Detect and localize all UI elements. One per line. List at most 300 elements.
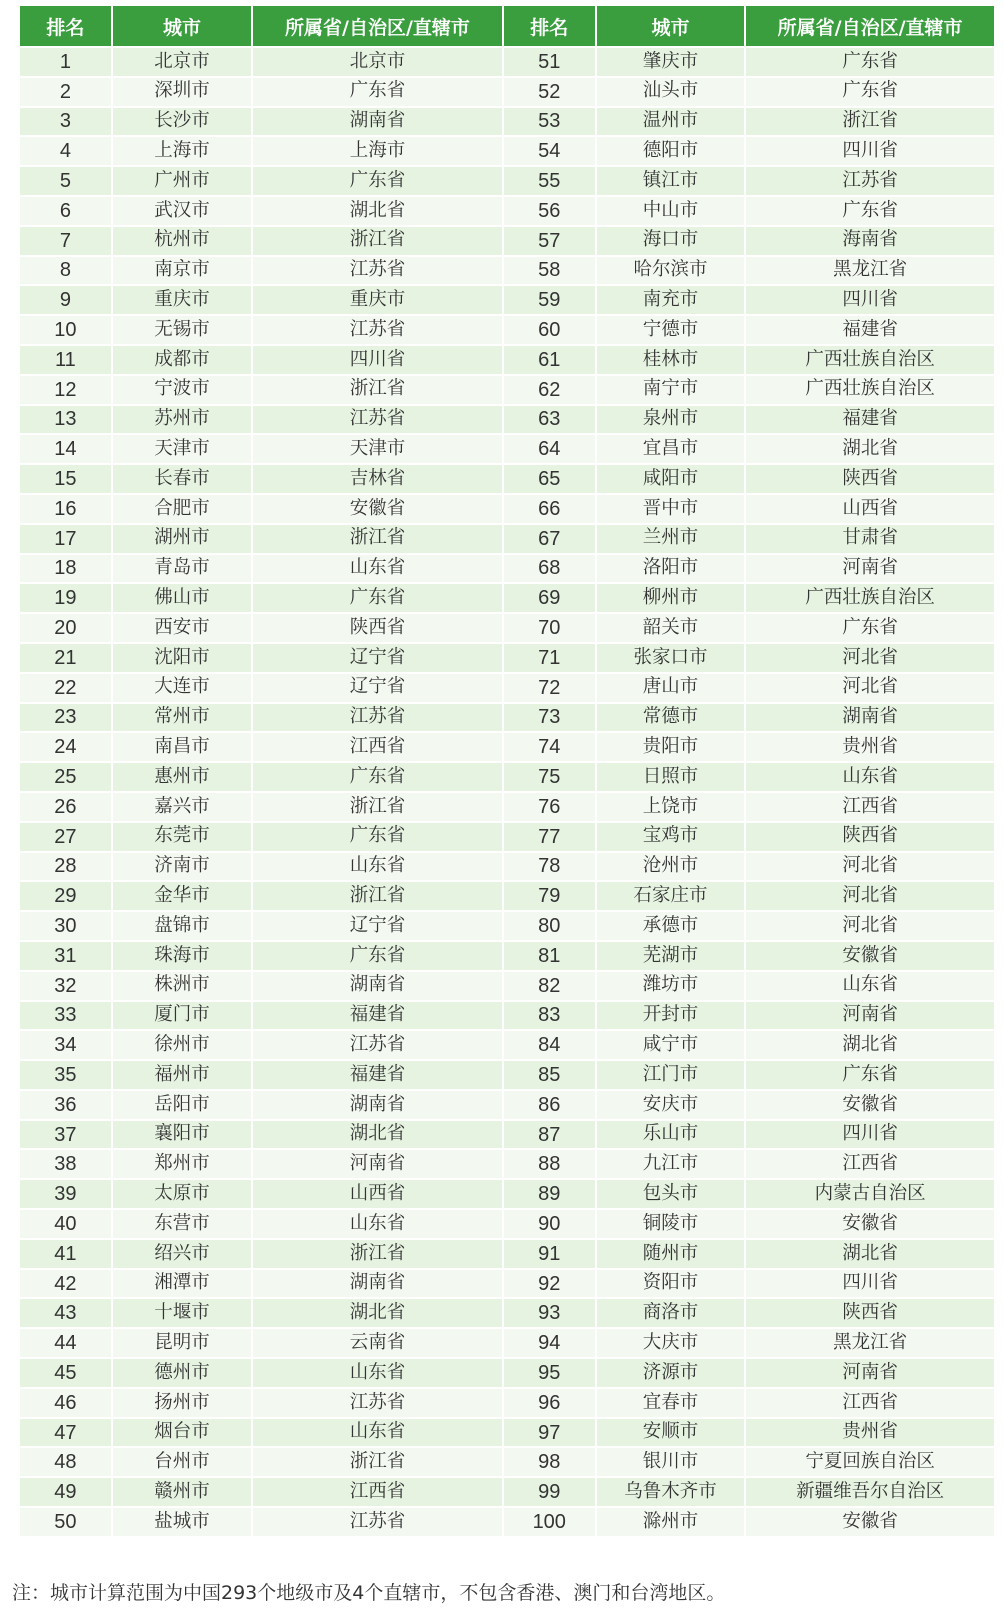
table-row: [20, 1419, 994, 1447]
province-cell: 江西省: [253, 733, 502, 761]
table-row: [20, 1150, 994, 1178]
province-cell: 山东省: [746, 763, 994, 791]
province-cell: 浙江省: [253, 1448, 502, 1476]
province-cell: 浙江省: [253, 525, 502, 553]
city-cell: 赣州市: [113, 1478, 251, 1506]
province-cell: 河南省: [746, 555, 994, 583]
province-cell: 宁夏回族自治区: [746, 1448, 994, 1476]
rank-cell: 38: [20, 1150, 111, 1178]
province-cell: 四川省: [746, 1270, 994, 1298]
city-cell: 福州市: [113, 1061, 251, 1089]
city-cell: 贵阳市: [597, 733, 745, 761]
table-header-row: [20, 6, 994, 46]
rank-cell: 72: [504, 674, 595, 702]
rank-cell: 21: [20, 644, 111, 672]
rank-cell: 46: [20, 1389, 111, 1417]
city-cell: 镇江市: [597, 167, 745, 195]
rank-cell: 92: [504, 1270, 595, 1298]
header-city-left: 城市: [113, 6, 251, 46]
rank-cell: 100: [504, 1508, 595, 1536]
rank-cell: 14: [20, 435, 111, 463]
province-cell: 北京市: [253, 48, 502, 76]
province-cell: 广东省: [746, 614, 994, 642]
rank-cell: 95: [504, 1359, 595, 1387]
table-row: [20, 227, 994, 255]
table-row: [20, 1270, 994, 1298]
table-row: [20, 972, 994, 1000]
city-cell: 青岛市: [113, 555, 251, 583]
province-cell: 河南省: [746, 1359, 994, 1387]
city-cell: 珠海市: [113, 942, 251, 970]
table-row: [20, 286, 994, 314]
province-cell: 浙江省: [253, 1240, 502, 1268]
table-row: [20, 78, 994, 106]
province-cell: 江西省: [746, 1389, 994, 1417]
rank-cell: 99: [504, 1478, 595, 1506]
province-cell: 辽宁省: [253, 912, 502, 940]
table-row: [20, 1002, 994, 1030]
table-row: [20, 167, 994, 195]
province-cell: 浙江省: [253, 376, 502, 404]
city-cell: 日照市: [597, 763, 745, 791]
header-rank-right: 排名: [504, 6, 595, 46]
city-cell: 常州市: [113, 704, 251, 732]
province-cell: 云南省: [253, 1329, 502, 1357]
table-row: [20, 257, 994, 285]
rank-cell: 11: [20, 346, 111, 374]
city-cell: 柳州市: [597, 584, 745, 612]
rank-cell: 85: [504, 1061, 595, 1089]
rank-cell: 89: [504, 1180, 595, 1208]
rank-cell: 60: [504, 316, 595, 344]
city-cell: 滁州市: [597, 1508, 745, 1536]
province-cell: 海南省: [746, 227, 994, 255]
province-cell: 广东省: [253, 763, 502, 791]
city-cell: 杭州市: [113, 227, 251, 255]
table-row: [20, 704, 994, 732]
province-cell: 广东省: [746, 78, 994, 106]
city-cell: 张家口市: [597, 644, 745, 672]
province-cell: 广东省: [253, 942, 502, 970]
province-cell: 吉林省: [253, 465, 502, 493]
province-cell: 湖北省: [253, 197, 502, 225]
rank-cell: 37: [20, 1121, 111, 1149]
rank-cell: 44: [20, 1329, 111, 1357]
province-cell: 江苏省: [253, 1031, 502, 1059]
table-row: [20, 1031, 994, 1059]
rank-cell: 30: [20, 912, 111, 940]
rank-cell: 65: [504, 465, 595, 493]
table-row: [20, 465, 994, 493]
city-cell: 苏州市: [113, 406, 251, 434]
province-cell: 贵州省: [746, 733, 994, 761]
city-cell: 上饶市: [597, 793, 745, 821]
province-cell: 河北省: [746, 882, 994, 910]
province-cell: 广东省: [253, 584, 502, 612]
province-cell: 江苏省: [253, 257, 502, 285]
province-cell: 江苏省: [253, 1508, 502, 1536]
province-cell: 四川省: [746, 1121, 994, 1149]
rank-cell: 88: [504, 1150, 595, 1178]
rank-cell: 29: [20, 882, 111, 910]
rank-cell: 55: [504, 167, 595, 195]
table-row: [20, 1448, 994, 1476]
rank-cell: 68: [504, 555, 595, 583]
rank-cell: 82: [504, 972, 595, 1000]
rank-cell: 59: [504, 286, 595, 314]
rank-cell: 50: [20, 1508, 111, 1536]
city-cell: 大庆市: [597, 1329, 745, 1357]
province-cell: 广西壮族自治区: [746, 346, 994, 374]
table-row: [20, 316, 994, 344]
city-cell: 九江市: [597, 1150, 745, 1178]
province-cell: 四川省: [746, 137, 994, 165]
rank-cell: 62: [504, 376, 595, 404]
city-cell: 株洲市: [113, 972, 251, 1000]
city-cell: 广州市: [113, 167, 251, 195]
city-cell: 烟台市: [113, 1419, 251, 1447]
table-row: [20, 823, 994, 851]
rank-cell: 1: [20, 48, 111, 76]
table-row: [20, 584, 994, 612]
table-row: [20, 942, 994, 970]
province-cell: 广东省: [746, 48, 994, 76]
province-cell: 山西省: [746, 495, 994, 523]
rank-cell: 97: [504, 1419, 595, 1447]
province-cell: 湖南省: [746, 704, 994, 732]
table-row: [20, 733, 994, 761]
rank-cell: 23: [20, 704, 111, 732]
rank-cell: 20: [20, 614, 111, 642]
header-rank-left: 排名: [20, 6, 111, 46]
table-row: [20, 1121, 994, 1149]
city-cell: 北京市: [113, 48, 251, 76]
province-cell: 山东省: [253, 853, 502, 881]
table-row: [20, 1210, 994, 1238]
table-row: [20, 1329, 994, 1357]
city-cell: 南京市: [113, 257, 251, 285]
city-cell: 成都市: [113, 346, 251, 374]
province-cell: 山东省: [253, 555, 502, 583]
province-cell: 福建省: [253, 1061, 502, 1089]
city-cell: 宜春市: [597, 1389, 745, 1417]
city-cell: 温州市: [597, 108, 745, 136]
rank-cell: 51: [504, 48, 595, 76]
province-cell: 安徽省: [746, 1508, 994, 1536]
province-cell: 广西壮族自治区: [746, 376, 994, 404]
city-cell: 海口市: [597, 227, 745, 255]
rank-cell: 2: [20, 78, 111, 106]
province-cell: 四川省: [253, 346, 502, 374]
rank-cell: 17: [20, 525, 111, 553]
city-cell: 太原市: [113, 1180, 251, 1208]
province-cell: 重庆市: [253, 286, 502, 314]
province-cell: 新疆维吾尔自治区: [746, 1478, 994, 1506]
table-row: [20, 1240, 994, 1268]
rank-cell: 33: [20, 1002, 111, 1030]
rank-cell: 26: [20, 793, 111, 821]
header-province-left: 所属省/自治区/直辖市: [253, 6, 502, 46]
city-cell: 铜陵市: [597, 1210, 745, 1238]
province-cell: 浙江省: [253, 882, 502, 910]
province-cell: 江苏省: [746, 167, 994, 195]
city-cell: 济南市: [113, 853, 251, 881]
rank-cell: 73: [504, 704, 595, 732]
province-cell: 河北省: [746, 853, 994, 881]
province-cell: 陕西省: [746, 823, 994, 851]
city-cell: 湘潭市: [113, 1270, 251, 1298]
city-cell: 重庆市: [113, 286, 251, 314]
city-cell: 常德市: [597, 704, 745, 732]
province-cell: 福建省: [746, 406, 994, 434]
rank-cell: 58: [504, 257, 595, 285]
province-cell: 陕西省: [253, 614, 502, 642]
province-cell: 上海市: [253, 137, 502, 165]
rank-cell: 78: [504, 853, 595, 881]
table-row: [20, 853, 994, 881]
province-cell: 黑龙江省: [746, 257, 994, 285]
city-cell: 银川市: [597, 1448, 745, 1476]
province-cell: 陕西省: [746, 1299, 994, 1327]
city-cell: 宜昌市: [597, 435, 745, 463]
rank-cell: 34: [20, 1031, 111, 1059]
rank-cell: 57: [504, 227, 595, 255]
city-cell: 泉州市: [597, 406, 745, 434]
rank-cell: 48: [20, 1448, 111, 1476]
province-cell: 广东省: [746, 197, 994, 225]
city-cell: 厦门市: [113, 1002, 251, 1030]
rank-cell: 43: [20, 1299, 111, 1327]
city-cell: 襄阳市: [113, 1121, 251, 1149]
province-cell: 安徽省: [253, 495, 502, 523]
city-cell: 汕头市: [597, 78, 745, 106]
city-cell: 济源市: [597, 1359, 745, 1387]
city-cell: 乌鲁木齐市: [597, 1478, 745, 1506]
rank-cell: 31: [20, 942, 111, 970]
city-cell: 无锡市: [113, 316, 251, 344]
rank-cell: 75: [504, 763, 595, 791]
rank-cell: 83: [504, 1002, 595, 1030]
table-row: [20, 763, 994, 791]
table-row: [20, 882, 994, 910]
province-cell: 江西省: [253, 1478, 502, 1506]
city-cell: 东莞市: [113, 823, 251, 851]
province-cell: 辽宁省: [253, 644, 502, 672]
city-cell: 南充市: [597, 286, 745, 314]
city-cell: 长春市: [113, 465, 251, 493]
province-cell: 天津市: [253, 435, 502, 463]
rank-cell: 86: [504, 1091, 595, 1119]
table-row: [20, 376, 994, 404]
province-cell: 黑龙江省: [746, 1329, 994, 1357]
table-row: [20, 1389, 994, 1417]
rank-cell: 84: [504, 1031, 595, 1059]
province-cell: 广东省: [253, 823, 502, 851]
rank-cell: 71: [504, 644, 595, 672]
province-cell: 安徽省: [746, 1210, 994, 1238]
city-cell: 台州市: [113, 1448, 251, 1476]
rank-cell: 80: [504, 912, 595, 940]
province-cell: 河南省: [253, 1150, 502, 1178]
rank-cell: 7: [20, 227, 111, 255]
rank-cell: 22: [20, 674, 111, 702]
city-cell: 肇庆市: [597, 48, 745, 76]
province-cell: 山东省: [253, 1419, 502, 1447]
city-ranking-table: [18, 4, 996, 1538]
table-row: [20, 48, 994, 76]
rank-cell: 96: [504, 1389, 595, 1417]
province-cell: 山东省: [253, 1210, 502, 1238]
province-cell: 江西省: [746, 1150, 994, 1178]
city-cell: 佛山市: [113, 584, 251, 612]
rank-cell: 61: [504, 346, 595, 374]
table-row: [20, 644, 994, 672]
province-cell: 福建省: [746, 316, 994, 344]
city-cell: 宝鸡市: [597, 823, 745, 851]
city-cell: 东营市: [113, 1210, 251, 1238]
rank-cell: 74: [504, 733, 595, 761]
province-cell: 福建省: [253, 1002, 502, 1030]
table-row: [20, 346, 994, 374]
table-row: [20, 614, 994, 642]
table-body: [20, 48, 994, 1536]
rank-cell: 49: [20, 1478, 111, 1506]
table-row: [20, 197, 994, 225]
city-cell: 德阳市: [597, 137, 745, 165]
city-cell: 盘锦市: [113, 912, 251, 940]
city-cell: 金华市: [113, 882, 251, 910]
city-cell: 岳阳市: [113, 1091, 251, 1119]
province-cell: 山西省: [253, 1180, 502, 1208]
province-cell: 四川省: [746, 286, 994, 314]
city-cell: 盐城市: [113, 1508, 251, 1536]
rank-cell: 10: [20, 316, 111, 344]
province-cell: 江苏省: [253, 406, 502, 434]
province-cell: 浙江省: [253, 793, 502, 821]
city-cell: 潍坊市: [597, 972, 745, 1000]
city-cell: 十堰市: [113, 1299, 251, 1327]
rank-cell: 32: [20, 972, 111, 1000]
rank-cell: 63: [504, 406, 595, 434]
city-cell: 长沙市: [113, 108, 251, 136]
city-cell: 嘉兴市: [113, 793, 251, 821]
province-cell: 广东省: [253, 167, 502, 195]
city-cell: 徐州市: [113, 1031, 251, 1059]
city-cell: 南昌市: [113, 733, 251, 761]
city-cell: 承德市: [597, 912, 745, 940]
footnote: 注：城市计算范围为中国293个地级市及4个直辖市，不包含香港、澳门和台湾地区。: [12, 1582, 726, 1604]
province-cell: 山东省: [746, 972, 994, 1000]
city-cell: 湖州市: [113, 525, 251, 553]
rank-cell: 76: [504, 793, 595, 821]
city-cell: 绍兴市: [113, 1240, 251, 1268]
table-row: [20, 1091, 994, 1119]
rank-cell: 66: [504, 495, 595, 523]
header-province-right: 所属省/自治区/直辖市: [746, 6, 994, 46]
rank-cell: 35: [20, 1061, 111, 1089]
province-cell: 浙江省: [253, 227, 502, 255]
rank-cell: 8: [20, 257, 111, 285]
city-cell: 宁德市: [597, 316, 745, 344]
rank-cell: 91: [504, 1240, 595, 1268]
table-row: [20, 1180, 994, 1208]
rank-cell: 98: [504, 1448, 595, 1476]
rank-cell: 52: [504, 78, 595, 106]
province-cell: 陕西省: [746, 465, 994, 493]
header-city-right: 城市: [597, 6, 745, 46]
table-row: [20, 1359, 994, 1387]
table-row: [20, 674, 994, 702]
province-cell: 江西省: [746, 793, 994, 821]
province-cell: 湖南省: [253, 108, 502, 136]
province-cell: 河北省: [746, 674, 994, 702]
province-cell: 湖北省: [253, 1299, 502, 1327]
table-row: [20, 137, 994, 165]
rank-cell: 70: [504, 614, 595, 642]
province-cell: 湖南省: [253, 1091, 502, 1119]
province-cell: 江苏省: [253, 704, 502, 732]
rank-cell: 36: [20, 1091, 111, 1119]
province-cell: 内蒙古自治区: [746, 1180, 994, 1208]
city-cell: 晋中市: [597, 495, 745, 523]
rank-cell: 40: [20, 1210, 111, 1238]
city-cell: 商洛市: [597, 1299, 745, 1327]
rank-cell: 69: [504, 584, 595, 612]
table-row: [20, 435, 994, 463]
city-cell: 昆明市: [113, 1329, 251, 1357]
table-row: [20, 108, 994, 136]
city-cell: 德州市: [113, 1359, 251, 1387]
city-cell: 天津市: [113, 435, 251, 463]
city-cell: 韶关市: [597, 614, 745, 642]
city-cell: 安庆市: [597, 1091, 745, 1119]
rank-cell: 25: [20, 763, 111, 791]
city-cell: 中山市: [597, 197, 745, 225]
city-cell: 合肥市: [113, 495, 251, 523]
rank-cell: 18: [20, 555, 111, 583]
rank-cell: 45: [20, 1359, 111, 1387]
table-row: [20, 555, 994, 583]
province-cell: 江苏省: [253, 1389, 502, 1417]
rank-cell: 53: [504, 108, 595, 136]
province-cell: 湖北省: [746, 1240, 994, 1268]
province-cell: 湖南省: [253, 972, 502, 1000]
rank-cell: 24: [20, 733, 111, 761]
table-row: [20, 1508, 994, 1536]
city-cell: 郑州市: [113, 1150, 251, 1178]
province-cell: 安徽省: [746, 942, 994, 970]
city-cell: 随州市: [597, 1240, 745, 1268]
city-cell: 沈阳市: [113, 644, 251, 672]
province-cell: 湖南省: [253, 1270, 502, 1298]
city-cell: 咸宁市: [597, 1031, 745, 1059]
city-cell: 乐山市: [597, 1121, 745, 1149]
city-cell: 南宁市: [597, 376, 745, 404]
city-cell: 武汉市: [113, 197, 251, 225]
province-cell: 湖北省: [253, 1121, 502, 1149]
city-cell: 洛阳市: [597, 555, 745, 583]
rank-cell: 67: [504, 525, 595, 553]
province-cell: 广东省: [746, 1061, 994, 1089]
city-cell: 上海市: [113, 137, 251, 165]
rank-cell: 56: [504, 197, 595, 225]
rank-cell: 81: [504, 942, 595, 970]
city-cell: 惠州市: [113, 763, 251, 791]
city-cell: 咸阳市: [597, 465, 745, 493]
province-cell: 广西壮族自治区: [746, 584, 994, 612]
province-cell: 河北省: [746, 912, 994, 940]
table-row: [20, 1061, 994, 1089]
